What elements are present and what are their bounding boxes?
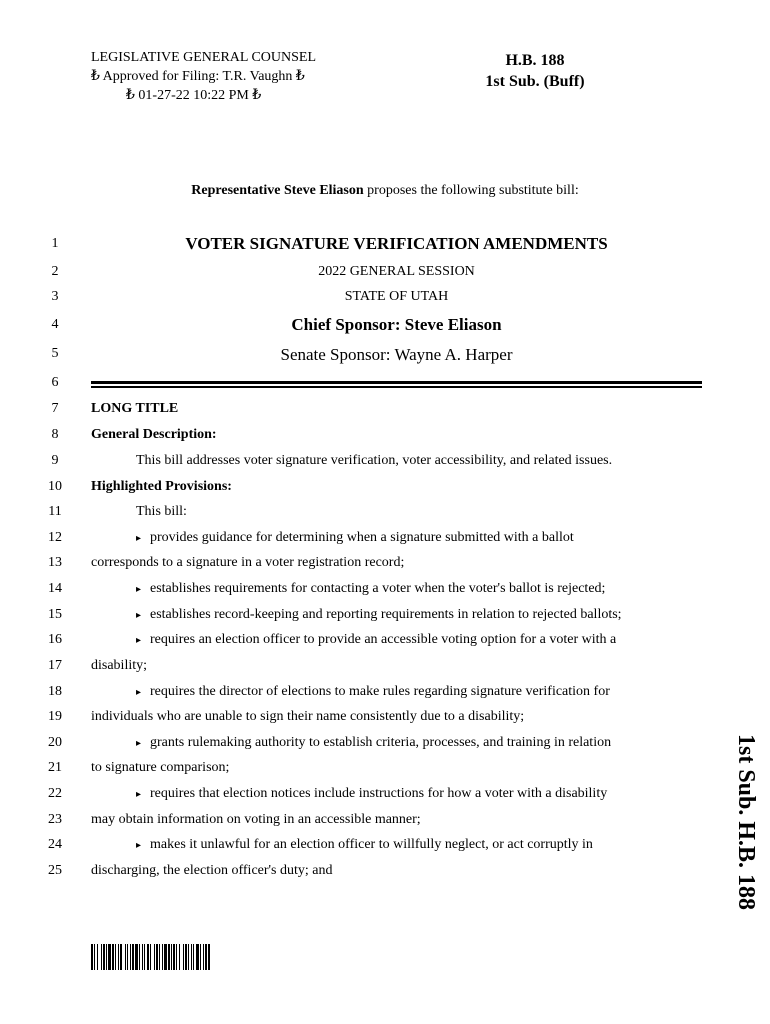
- provision-continuation: to signature comparison;: [91, 760, 230, 775]
- provision-item: [136, 530, 574, 546]
- proposing-sponsor: Representative Steve Eliason: [191, 183, 364, 198]
- line-number: 19: [48, 709, 62, 724]
- long-title-heading: LONG TITLE: [91, 401, 179, 416]
- provision-text: makes it unlawful for an election officer to willfully neglect, or act corruptly in: [150, 837, 593, 852]
- substitute-label: 1st Sub. (Buff): [485, 73, 585, 90]
- line-number: 13: [48, 555, 62, 570]
- provision-item: [136, 632, 616, 648]
- bill-number: H.B. 188: [505, 52, 565, 69]
- bullet-icon: ▸: [136, 635, 142, 646]
- line-number: 15: [48, 607, 62, 622]
- general-description-heading: General Description:: [91, 427, 217, 442]
- state-label: STATE OF UTAH: [344, 289, 449, 304]
- bullet-icon: ▸: [136, 533, 142, 544]
- approval-datetime: ₺ 01-27-22 10:22 PM ₺: [126, 88, 262, 103]
- provision-text: establishes record-keeping and reporting requirements in relation to rejected ballots;: [150, 607, 622, 622]
- line-number: 9: [51, 453, 59, 468]
- provision-continuation: disability;: [91, 658, 147, 673]
- barcode-icon: [91, 944, 283, 970]
- title-rule-thick: [91, 381, 702, 384]
- provision-text: provides guidance for determining when a signature submitted with a ballot: [150, 530, 574, 545]
- line-number: 7: [51, 401, 59, 416]
- line-number: 17: [48, 658, 62, 673]
- provision-text: grants rulemaking authority to establish criteria, processes, and training in relation: [150, 735, 612, 750]
- side-bill-label: 1st Sub. H.B. 188: [733, 734, 759, 911]
- provision-text: requires an election officer to provide an accessible voting option for a voter with a: [150, 632, 617, 647]
- provision-text: requires the director of elections to make rules regarding signature verification for: [150, 684, 610, 699]
- bullet-icon: ▸: [136, 789, 142, 800]
- provision-item: [136, 837, 593, 853]
- line-number: 2: [51, 264, 59, 279]
- bullet-icon: ▸: [136, 687, 142, 698]
- bullet-icon: ▸: [136, 738, 142, 749]
- bullet-icon: ▸: [136, 840, 142, 851]
- bullet-icon: ▸: [136, 610, 142, 621]
- provisions-intro: This bill:: [136, 504, 187, 519]
- line-number: 16: [48, 632, 62, 647]
- line-number: 1: [51, 236, 59, 251]
- line-number: 12: [48, 530, 62, 545]
- line-number: 24: [48, 837, 62, 852]
- header-counsel-block: [91, 48, 316, 105]
- provision-item: [136, 607, 622, 623]
- proposes-line: [0, 183, 770, 199]
- title-rule-thin: [91, 386, 702, 388]
- provision-continuation: individuals who are unable to sign their name consistently due to a disability;: [91, 709, 525, 724]
- provision-item: [136, 735, 611, 751]
- line-number: 18: [48, 684, 62, 699]
- bill-title: VOTER SIGNATURE VERIFICATION AMENDMENTS: [185, 234, 608, 253]
- line-number: 10: [48, 479, 62, 494]
- provision-continuation: discharging, the election officer's duty; and: [91, 863, 333, 878]
- line-number: 14: [48, 581, 62, 596]
- provision-item: [136, 684, 610, 700]
- approval-line: ₺ Approved for Filing: T.R. Vaughn ₺: [91, 69, 305, 84]
- provision-continuation: corresponds to a signature in a voter registration record;: [91, 555, 405, 570]
- line-number: 6: [51, 375, 59, 390]
- line-number: 4: [51, 317, 59, 332]
- chief-sponsor: Chief Sponsor: Steve Eliason: [291, 315, 502, 334]
- line-number: 25: [48, 863, 62, 878]
- counsel-label: LEGISLATIVE GENERAL COUNSEL: [91, 50, 317, 65]
- session-label: 2022 GENERAL SESSION: [318, 264, 475, 279]
- line-number: 3: [51, 289, 59, 304]
- provision-text: establishes requirements for contacting a voter when the voter's ballot is rejected;: [150, 581, 606, 596]
- general-description-text: This bill addresses voter signature verification, voter accessibility, and related issues.: [136, 453, 613, 468]
- line-number: 8: [51, 427, 59, 442]
- bullet-icon: ▸: [136, 584, 142, 595]
- line-number: 21: [48, 760, 62, 775]
- senate-sponsor: Senate Sponsor: Wayne A. Harper: [280, 345, 513, 364]
- provision-item: [136, 786, 607, 802]
- line-number: 11: [48, 504, 62, 519]
- proposes-text: proposes the following substitute bill:: [363, 183, 579, 198]
- highlighted-provisions-heading: Highlighted Provisions:: [91, 479, 232, 494]
- line-number: 22: [48, 786, 62, 801]
- line-number: 5: [51, 346, 59, 361]
- provision-continuation: may obtain information on voting in an accessible manner;: [91, 812, 421, 827]
- provision-text: requires that election notices include instructions for how a voter with a disability: [150, 786, 608, 801]
- line-number: 20: [48, 735, 62, 750]
- provision-item: [136, 581, 605, 597]
- line-number: 23: [48, 812, 62, 827]
- bill-id-block: [470, 50, 600, 92]
